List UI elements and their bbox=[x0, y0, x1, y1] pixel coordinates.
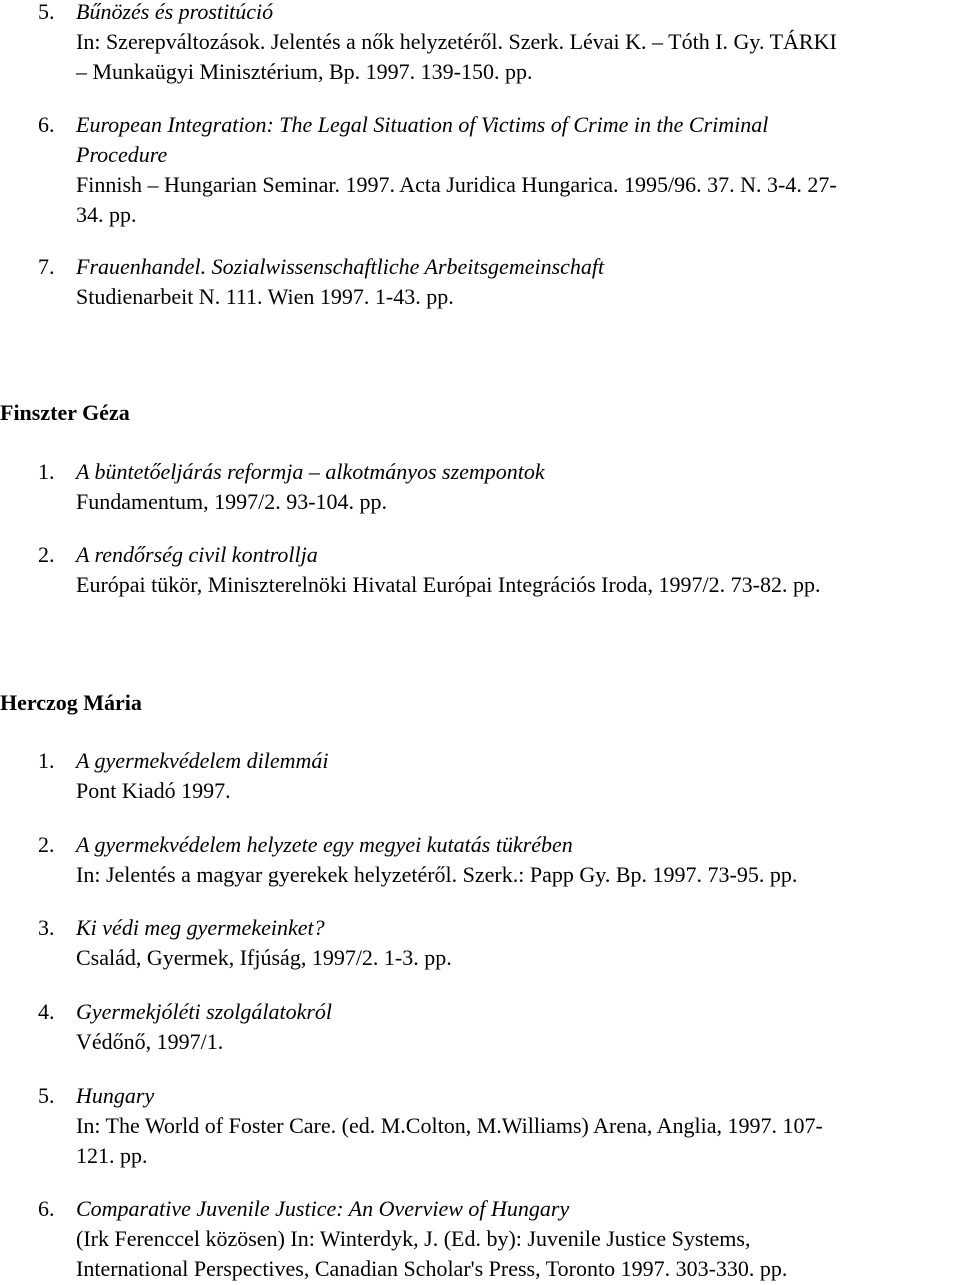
entry-number: 3. bbox=[38, 915, 55, 940]
publication-details: 34. pp. bbox=[76, 202, 137, 227]
publication-title: A gyermekvédelem dilemmái bbox=[76, 748, 329, 773]
entry-number: 4. bbox=[38, 999, 55, 1024]
entry-number: 5. bbox=[38, 1083, 55, 1108]
publication-title: Ki védi meg gyermekeinket? bbox=[76, 915, 325, 940]
publication-title: A rendőrség civil kontrollja bbox=[76, 542, 318, 567]
author-heading: Herczog Mária bbox=[0, 690, 142, 715]
publication-title: A gyermekvédelem helyzete egy megyei kutatás tükrében bbox=[76, 832, 573, 857]
entry-number: 6. bbox=[38, 1196, 55, 1221]
entry-number: 7. bbox=[38, 254, 55, 279]
publication-title: Gyermekjóléti szolgálatokról bbox=[76, 999, 333, 1024]
publication-details: – Munkaügyi Minisztérium, Bp. 1997. 139-150. pp. bbox=[76, 59, 533, 84]
publication-details: (Irk Ferenccel közösen) In: Winterdyk, J. (Ed. by): Juvenile Justice Systems, bbox=[76, 1226, 751, 1251]
publication-details: In: Jelentés a magyar gyerekek helyzetéről. Szerk.: Papp Gy. Bp. 1997. 73-95. pp. bbox=[76, 862, 798, 887]
publication-title: Comparative Juvenile Justice: An Overview of Hungary bbox=[76, 1196, 570, 1221]
publication-title: Bűnözés és prostitúció bbox=[76, 0, 274, 24]
entry-number: 1. bbox=[38, 748, 55, 773]
publication-details: Család, Gyermek, Ifjúság, 1997/2. 1-3. pp. bbox=[76, 945, 452, 970]
publication-details: In: The World of Foster Care. (ed. M.Colton, M.Williams) Arena, Anglia, 1997. 107- bbox=[76, 1113, 823, 1138]
publication-details: Védőnő, 1997/1. bbox=[76, 1029, 224, 1054]
publication-title: A büntetőeljárás reformja – alkotmányos szempontok bbox=[76, 459, 545, 484]
entry-number: 2. bbox=[38, 832, 55, 857]
publication-title: Procedure bbox=[76, 142, 168, 167]
publication-title: Hungary bbox=[76, 1083, 155, 1108]
publication-details: Európai tükör, Miniszterelnöki Hivatal Európai Integrációs Iroda, 1997/2. 73-82. pp. bbox=[76, 572, 821, 597]
publication-title: Frauenhandel. Sozialwissenschaftliche Arbeitsgemeinschaft bbox=[76, 254, 605, 279]
publication-details: International Perspectives, Canadian Scholar's Press, Toronto 1997. 303-330. pp. bbox=[76, 1256, 788, 1281]
publication-details: Pont Kiadó 1997. bbox=[76, 778, 231, 803]
publication-title: European Integration: The Legal Situation of Victims of Crime in the Criminal bbox=[76, 112, 769, 137]
publication-details: Studienarbeit N. 111. Wien 1997. 1-43. pp. bbox=[76, 284, 454, 309]
entry-number: 5. bbox=[38, 0, 55, 24]
author-heading: Finszter Géza bbox=[0, 400, 130, 425]
entry-number: 2. bbox=[38, 542, 55, 567]
publication-details: Finnish – Hungarian Seminar. 1997. Acta Juridica Hungarica. 1995/96. 37. N. 3-4. 27- bbox=[76, 172, 837, 197]
publication-details: In: Szerepváltozások. Jelentés a nők helyzetéről. Szerk. Lévai K. – Tóth I. Gy. TÁRKI bbox=[76, 29, 837, 54]
publication-details: 121. pp. bbox=[76, 1143, 148, 1168]
entry-number: 6. bbox=[38, 112, 55, 137]
entry-number: 1. bbox=[38, 459, 55, 484]
publication-details: Fundamentum, 1997/2. 93-104. pp. bbox=[76, 489, 388, 514]
